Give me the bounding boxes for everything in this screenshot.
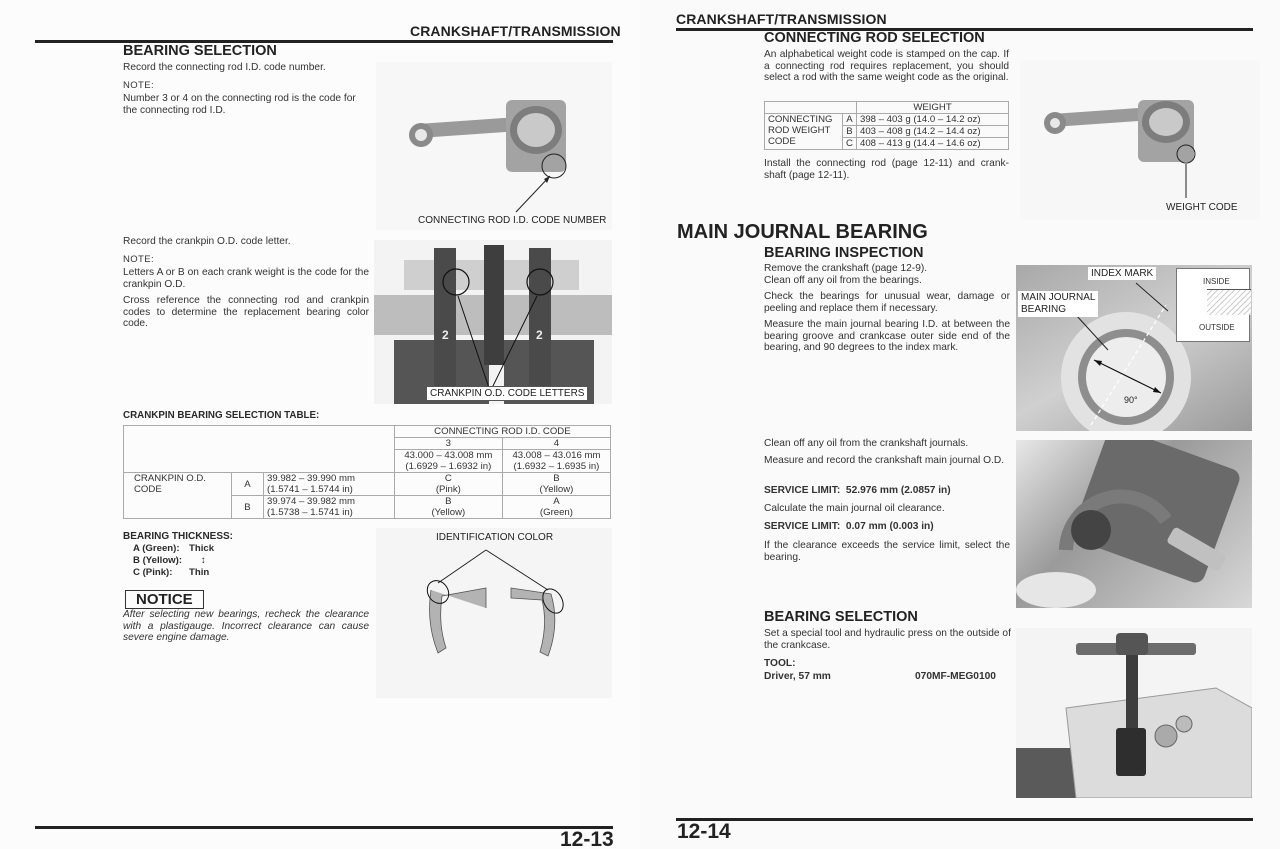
- rod-id-code-callout: CONNECTING ROD I.D. CODE NUMBER: [418, 215, 607, 226]
- cell-b3: B (Yellow): [394, 496, 502, 519]
- weight-code-a: A: [843, 114, 857, 126]
- table-corner: [124, 426, 395, 473]
- table-row: [124, 473, 611, 496]
- svg-text:2: 2: [536, 328, 543, 342]
- weight-code-figure: [1020, 60, 1260, 220]
- weight-value-a: 398 – 403 g (14.0 – 14.2 oz): [857, 114, 1009, 126]
- connecting-rod-illustration: [376, 62, 612, 230]
- section-header: CRANKSHAFT/TRANSMISSION: [676, 11, 887, 27]
- bearing-selection-text: Set a special tool and hydraulic press on the outside of the crankcase.: [764, 628, 1011, 651]
- col-code-4: 4: [502, 438, 610, 450]
- note-text: Number 3 or 4 on the connecting rod is the code for the connecting rod I.D.: [123, 93, 356, 116]
- page-number: 12-13: [560, 828, 614, 849]
- note2-label: NOTE:: [123, 254, 155, 265]
- notice-label: NOTICE: [125, 590, 204, 609]
- hydraulic-press-illustration: [1016, 628, 1252, 798]
- weight-code-label: CONNECTING ROD WEIGHT CODE: [765, 114, 843, 150]
- footer-rule: [676, 818, 1253, 821]
- micrometer-figure: [1016, 440, 1252, 608]
- main-journal-bearing-figure: [1016, 265, 1252, 431]
- connecting-rod-illustration: [1020, 60, 1260, 220]
- thickness-item: B (Yellow): ↕: [133, 555, 206, 566]
- journal-p4: Clean off any oil from the crankshaft journals.: [764, 438, 969, 449]
- bearing-selection-title: BEARING SELECTION: [764, 609, 918, 625]
- col-range-4: 43.008 – 43.016 mm (1.6932 – 1.6935 in): [502, 450, 610, 473]
- inset-diagram: [1176, 268, 1250, 342]
- service-limit-1: SERVICE LIMIT: 52.976 mm (2.0857 in): [764, 485, 951, 496]
- bearing-section-hatch: [1207, 289, 1251, 315]
- weight-code-b: B: [843, 126, 857, 138]
- page-number: 12-14: [677, 820, 731, 843]
- identification-color-callout: IDENTIFICATION COLOR: [436, 532, 554, 543]
- col-range-3: 43.000 – 43.008 mm (1.6929 – 1.6932 in): [394, 450, 502, 473]
- weight-header: WEIGHT: [857, 102, 1009, 114]
- svg-text:90°: 90°: [1124, 395, 1138, 405]
- install-text: Install the connecting rod (page 12-11) and crank-shaft (page 12-11).: [764, 158, 1009, 181]
- cell-a3: C (Pink): [394, 473, 502, 496]
- selection-table-title: CRANKPIN BEARING SELECTION TABLE:: [123, 410, 320, 421]
- hydraulic-press-figure: [1016, 628, 1252, 798]
- bearing-thickness-list: [133, 543, 214, 579]
- crankshaft-figure: [374, 240, 612, 404]
- crankpin-bearing-selection-table: [123, 425, 611, 519]
- bearing-inspection-title: BEARING INSPECTION: [764, 245, 924, 261]
- row-code-b: B: [232, 496, 264, 519]
- header-rule: [35, 40, 613, 43]
- weight-value-b: 403 – 408 g (14.2 – 14.4 oz): [857, 126, 1009, 138]
- weight-code-callout: WEIGHT CODE: [1166, 202, 1238, 213]
- col-code-3: 3: [394, 438, 502, 450]
- right-page-12-14: [640, 0, 1280, 849]
- footer-rule: [35, 826, 613, 829]
- row-code-a: A: [232, 473, 264, 496]
- row-range-b: 39.974 – 39.982 mm (1.5738 – 1.5741 in): [264, 496, 395, 519]
- rod-selection-title: CONNECTING ROD SELECTION: [764, 30, 985, 46]
- main-journal-bearing-callout: MAIN JOURNAL BEARING: [1018, 291, 1098, 317]
- row-range-a: 39.982 – 39.990 mm (1.5741 – 1.5744 in): [264, 473, 395, 496]
- connecting-rod-figure: [376, 62, 612, 230]
- note2-text1: Letters A or B on each crank weight is the code for the crankpin O.D.: [123, 267, 369, 290]
- bearing-selection-title: BEARING SELECTION: [123, 43, 277, 59]
- rod-selection-text: An alphabetical weight code is stamped on the cap. If a connecting rod requires replacement, you should select a rod with the same weight code as the original.: [764, 49, 1009, 83]
- notice-text: After selecting new bearings, recheck the clearance with a plastigauge. Incorrect clearance can cause severe engine damage.: [123, 609, 369, 643]
- bearing-shells-figure: [376, 528, 612, 698]
- inspection-p3: Measure the main journal bearing I.D. at between the bearing groove and crankcase outer side end of the bearing, and 90 degrees to the index mark.: [764, 319, 1010, 353]
- bearing-thickness-title: BEARING THICKNESS:: [123, 531, 234, 542]
- note2-text2: Cross reference the connecting rod and crankpin codes to determine the replacement bearing color code.: [123, 295, 369, 329]
- crankshaft-illustration: [374, 240, 612, 404]
- row-group-header: CRANKPIN O.D. CODE: [124, 473, 232, 519]
- col-group-header: CONNECTING ROD I.D. CODE: [394, 426, 610, 438]
- rod-weight-table: [764, 101, 1009, 150]
- cell-b4: A (Green): [502, 496, 610, 519]
- inspection-p1: Remove the crankshaft (page 12-9). Clean off any oil from the bearings.: [764, 263, 928, 286]
- thickness-item: C (Pink): Thin: [133, 567, 210, 578]
- note-label: NOTE:: [123, 80, 155, 91]
- weight-value-c: 408 – 413 g (14.4 – 14.6 oz): [857, 138, 1009, 150]
- journal-p5: Measure and record the crankshaft main journal O.D.: [764, 455, 1005, 466]
- micrometer-illustration: [1016, 440, 1252, 608]
- tool-name: Driver, 57 mm: [764, 671, 831, 682]
- main-journal-title: MAIN JOURNAL BEARING: [677, 221, 928, 243]
- bearing-shells-illustration: [376, 528, 612, 698]
- inspection-p2: Check the bearings for unusual wear, damage or peeling and replace them if necessary.: [764, 291, 1010, 314]
- thickness-item: A (Green): Thick: [133, 543, 215, 554]
- journal-p6: Calculate the main journal oil clearance.: [764, 503, 945, 514]
- outside-label: OUTSIDE: [1199, 323, 1235, 332]
- tool-label: TOOL:: [764, 658, 796, 669]
- crankpin-intro: Record the crankpin O.D. code letter.: [123, 236, 291, 247]
- cell-a4: B (Yellow): [502, 473, 610, 496]
- table-row: [765, 114, 1009, 126]
- tool-number: 070MF-MEG0100: [915, 671, 996, 682]
- intro-text: Record the connecting rod I.D. code number.: [123, 62, 326, 73]
- svg-text:2: 2: [442, 328, 449, 342]
- crankpin-code-letters-callout: CRANKPIN O.D. CODE LETTERS: [426, 386, 588, 401]
- service-limit-2: SERVICE LIMIT: 0.07 mm (0.003 in): [764, 521, 934, 532]
- section-header: CRANKSHAFT/TRANSMISSION: [410, 23, 621, 39]
- weight-code-c: C: [843, 138, 857, 150]
- inside-label: INSIDE: [1203, 277, 1230, 286]
- table-corner: [765, 102, 857, 114]
- journal-p7: If the clearance exceeds the service limit, select the bearing.: [764, 540, 1010, 563]
- index-mark-callout: INDEX MARK: [1088, 267, 1156, 280]
